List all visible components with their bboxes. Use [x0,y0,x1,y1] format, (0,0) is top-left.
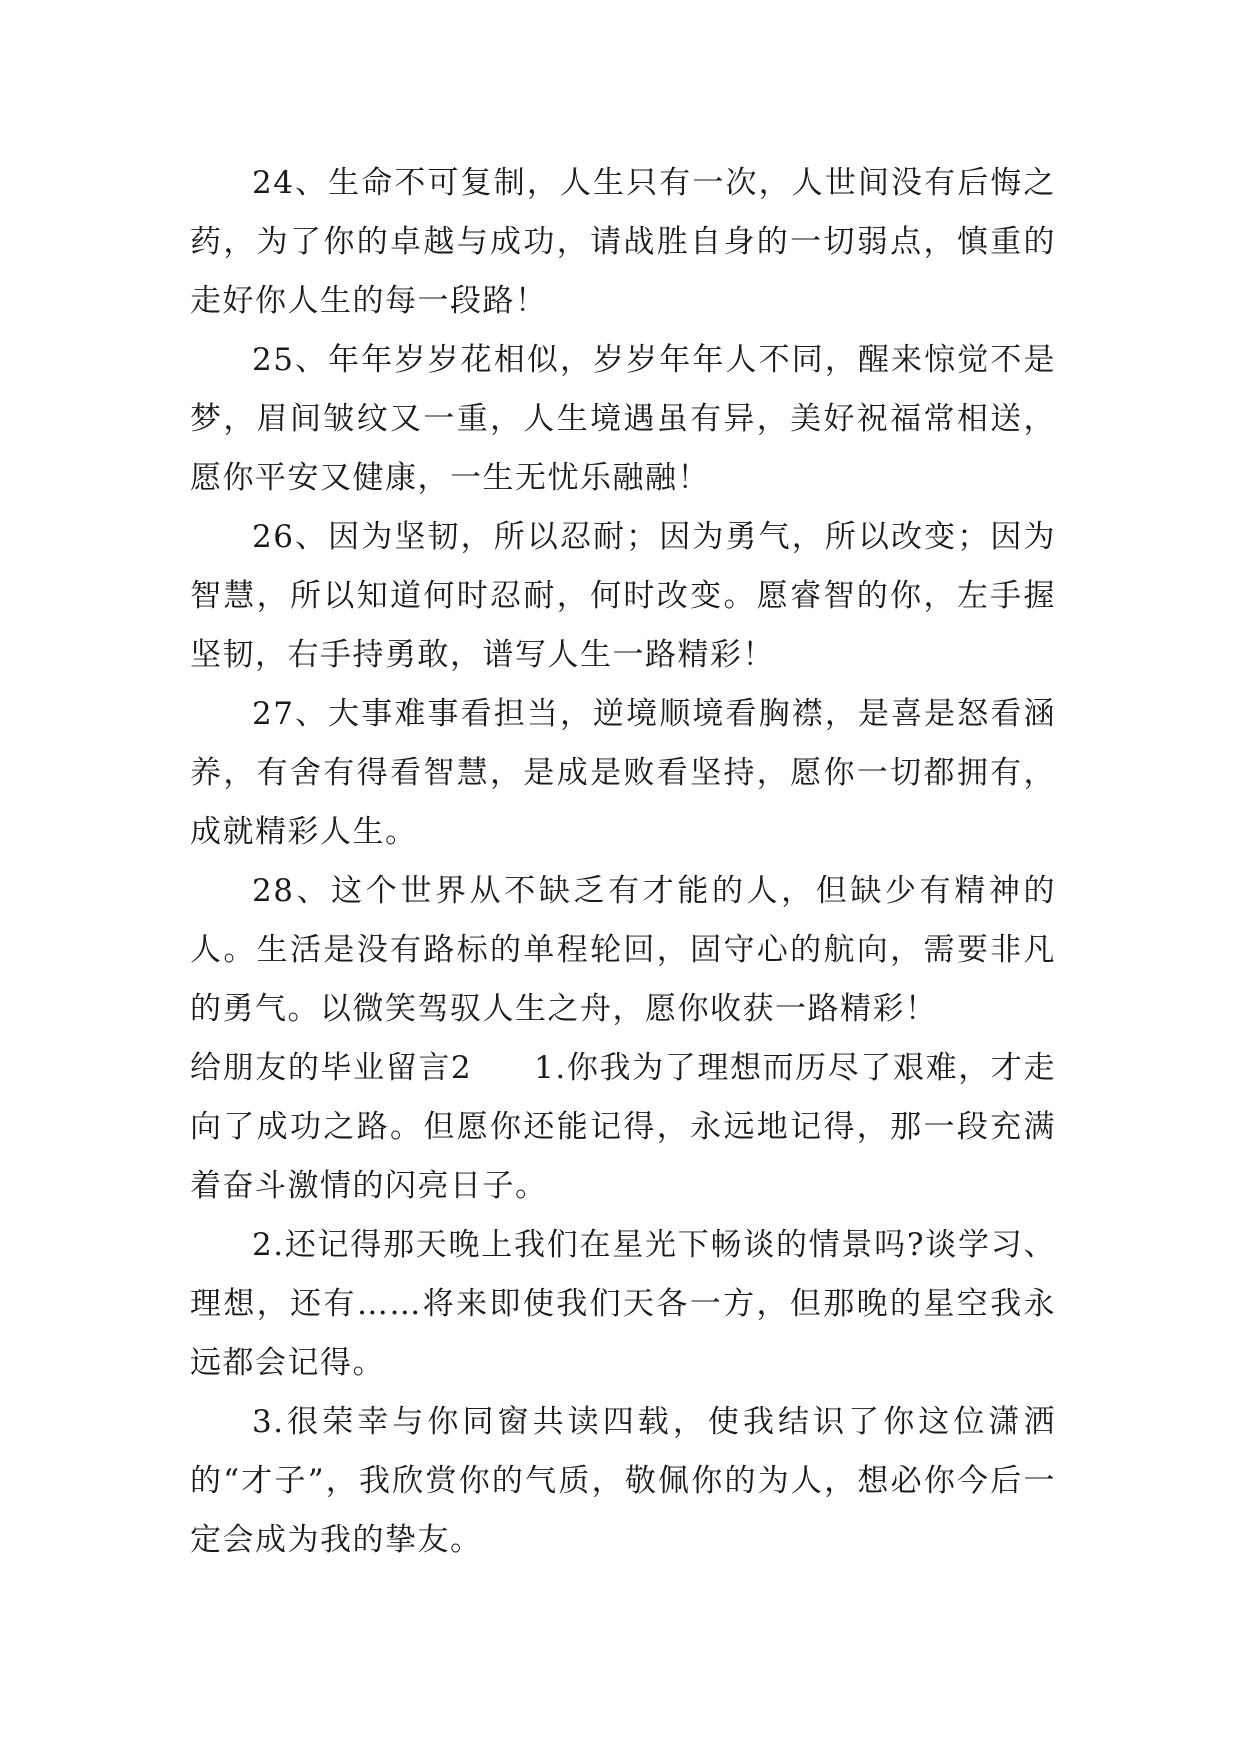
document-body [190,154,1056,1570]
section-heading-paragraph [190,1039,1056,1216]
paragraph-27: 27、大事难事看担当，逆境顺境看胸襟，是喜是怒看涵养，有舍有得看智慧，是成是败看坚持，愿你一切都拥有，成就精彩人生。 [190,696,1056,850]
section-heading: 给朋友的毕业留言2 [190,1050,473,1086]
paragraph-26: 26、因为坚韧，所以忍耐；因为勇气，所以改变；因为智慧，所以知道何时忍耐，何时改变。愿睿智的你，左手握坚韧，右手持勇敢，谱写人生一路精彩！ [190,519,1056,673]
list-item-2: 2.还记得那天晚上我们在星光下畅谈的情景吗?谈学习、理想，还有……将来即使我们天各一方，但那晚的星空我永远都会记得。 [190,1227,1056,1381]
list-item-1: 1.你我为了理想而历尽了艰难，才走向了成功之路。但愿你还能记得，永远地记得，那一段充满着奋斗激情的闪亮日子。 [190,1050,1057,1204]
paragraph-28: 28、这个世界从不缺乏有才能的人，但缺少有精神的人。生活是没有路标的单程轮回，固守心的航向，需要非凡的勇气。以微笑驾驭人生之舟，愿你收获一路精彩！ [190,873,1056,1027]
paragraph-25: 25、年年岁岁花相似，岁岁年年人不同，醒来惊觉不是梦，眉间皱纹又一重，人生境遇虽有异，美好祝福常相送，愿你平安又健康，一生无忧乐融融！ [190,342,1056,496]
list-item-3: 3.很荣幸与你同窗共读四载，使我结识了你这位潇洒的“才子”，我欣赏你的气质，敬佩你的为人，想必你今后一定会成为我的挚友。 [190,1404,1056,1558]
paragraph-24: 24、生命不可复制，人生只有一次，人世间没有后悔之药，为了你的卓越与成功，请战胜自身的一切弱点，慎重的走好你人生的每一段路！ [190,165,1056,319]
